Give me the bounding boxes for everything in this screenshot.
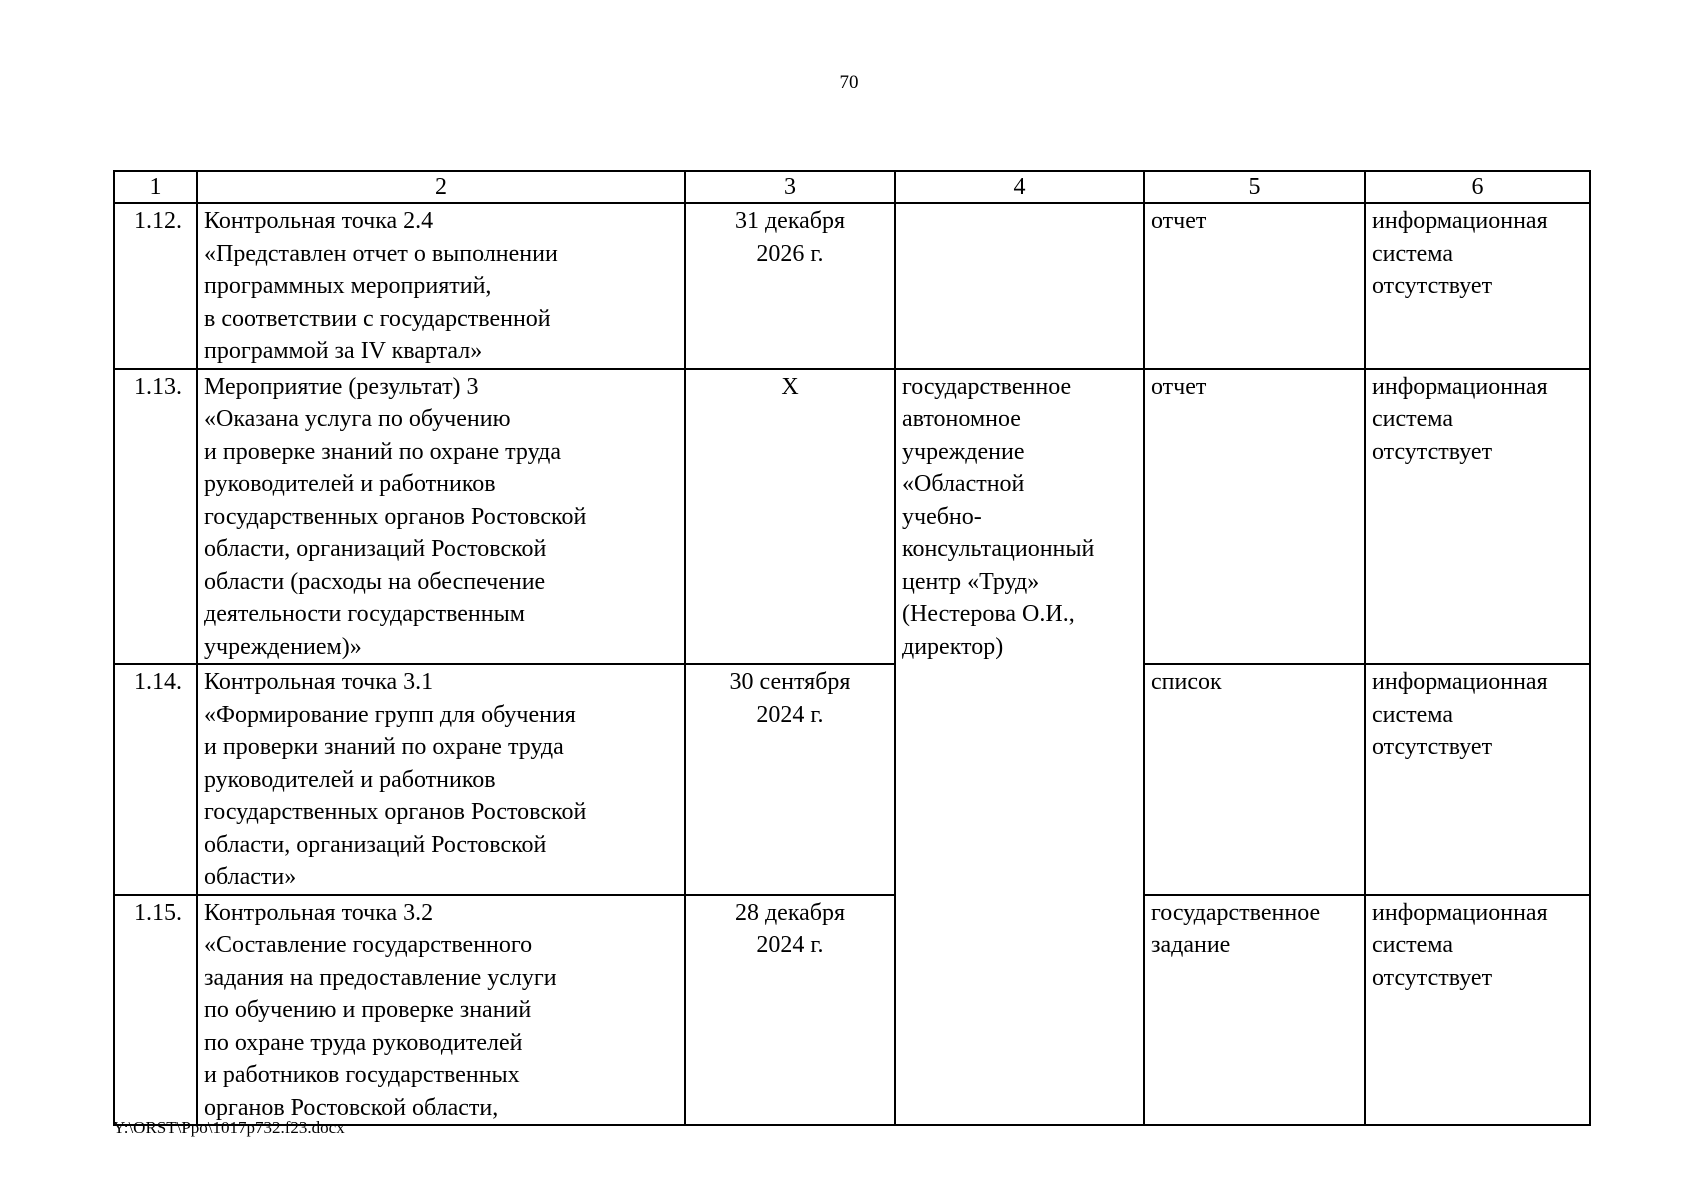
row-number: 1.13. <box>114 369 197 665</box>
item-name: Мероприятие (результат) 3 «Оказана услуга по обучению и проверке знаний по охране труда руководителей и работников государственных органов Ростовской области, организаций Ростовской области (расходы на обеспечение деятельности государственным учреждением)» <box>197 369 685 665</box>
document-type: отчет <box>1144 203 1365 369</box>
header-cell: 4 <box>895 171 1144 203</box>
table-row <box>114 664 1590 895</box>
document-type: государственное задание <box>1144 895 1365 1126</box>
responsible-executor: государственное автономное учреждение «Областной учебно- консультационный центр «Труд» (Нестерова О.И., директор) <box>895 369 1144 1126</box>
header-cell: 6 <box>1365 171 1590 203</box>
row-number: 1.15. <box>114 895 197 1126</box>
file-path-footer: Y:\ORST\Ppo\1017p732.f23.docx <box>113 1118 345 1137</box>
header-cell: 5 <box>1144 171 1365 203</box>
responsible-empty <box>895 203 1144 369</box>
row-number: 1.12. <box>114 203 197 369</box>
document-type: отчет <box>1144 369 1365 665</box>
information-system: информационная система отсутствует <box>1365 895 1590 1126</box>
header-row <box>114 171 1590 203</box>
item-name: Контрольная точка 3.2 «Составление государственного задания на предоставление услуги по обучению и проверке знаний по охране труда руководителей и работников государственных органов Ростовской области, <box>197 895 685 1126</box>
row-number: 1.14. <box>114 664 197 895</box>
information-system: информационная система отсутствует <box>1365 369 1590 665</box>
control-points-table <box>113 170 1591 1126</box>
due-date: 31 декабря 2026 г. <box>685 203 895 369</box>
table-row <box>114 895 1590 1126</box>
header-cell: 3 <box>685 171 895 203</box>
due-date: 28 декабря 2024 г. <box>685 895 895 1126</box>
header-cell: 1 <box>114 171 197 203</box>
document-type: список <box>1144 664 1365 895</box>
table-row <box>114 369 1590 665</box>
item-name: Контрольная точка 2.4 «Представлен отчет о выполнении программных мероприятий, в соответствии с государственной программой за IV квартал» <box>197 203 685 369</box>
due-date: 30 сентября 2024 г. <box>685 664 895 895</box>
item-name: Контрольная точка 3.1 «Формирование групп для обучения и проверки знаний по охране труда руководителей и работников государственных органов Ростовской области, организаций Ростовской области» <box>197 664 685 895</box>
due-date: Х <box>685 369 895 665</box>
information-system: информационная система отсутствует <box>1365 203 1590 369</box>
information-system: информационная система отсутствует <box>1365 664 1590 895</box>
table-row <box>114 203 1590 369</box>
header-cell: 2 <box>197 171 685 203</box>
page-number: 70 <box>839 72 859 93</box>
